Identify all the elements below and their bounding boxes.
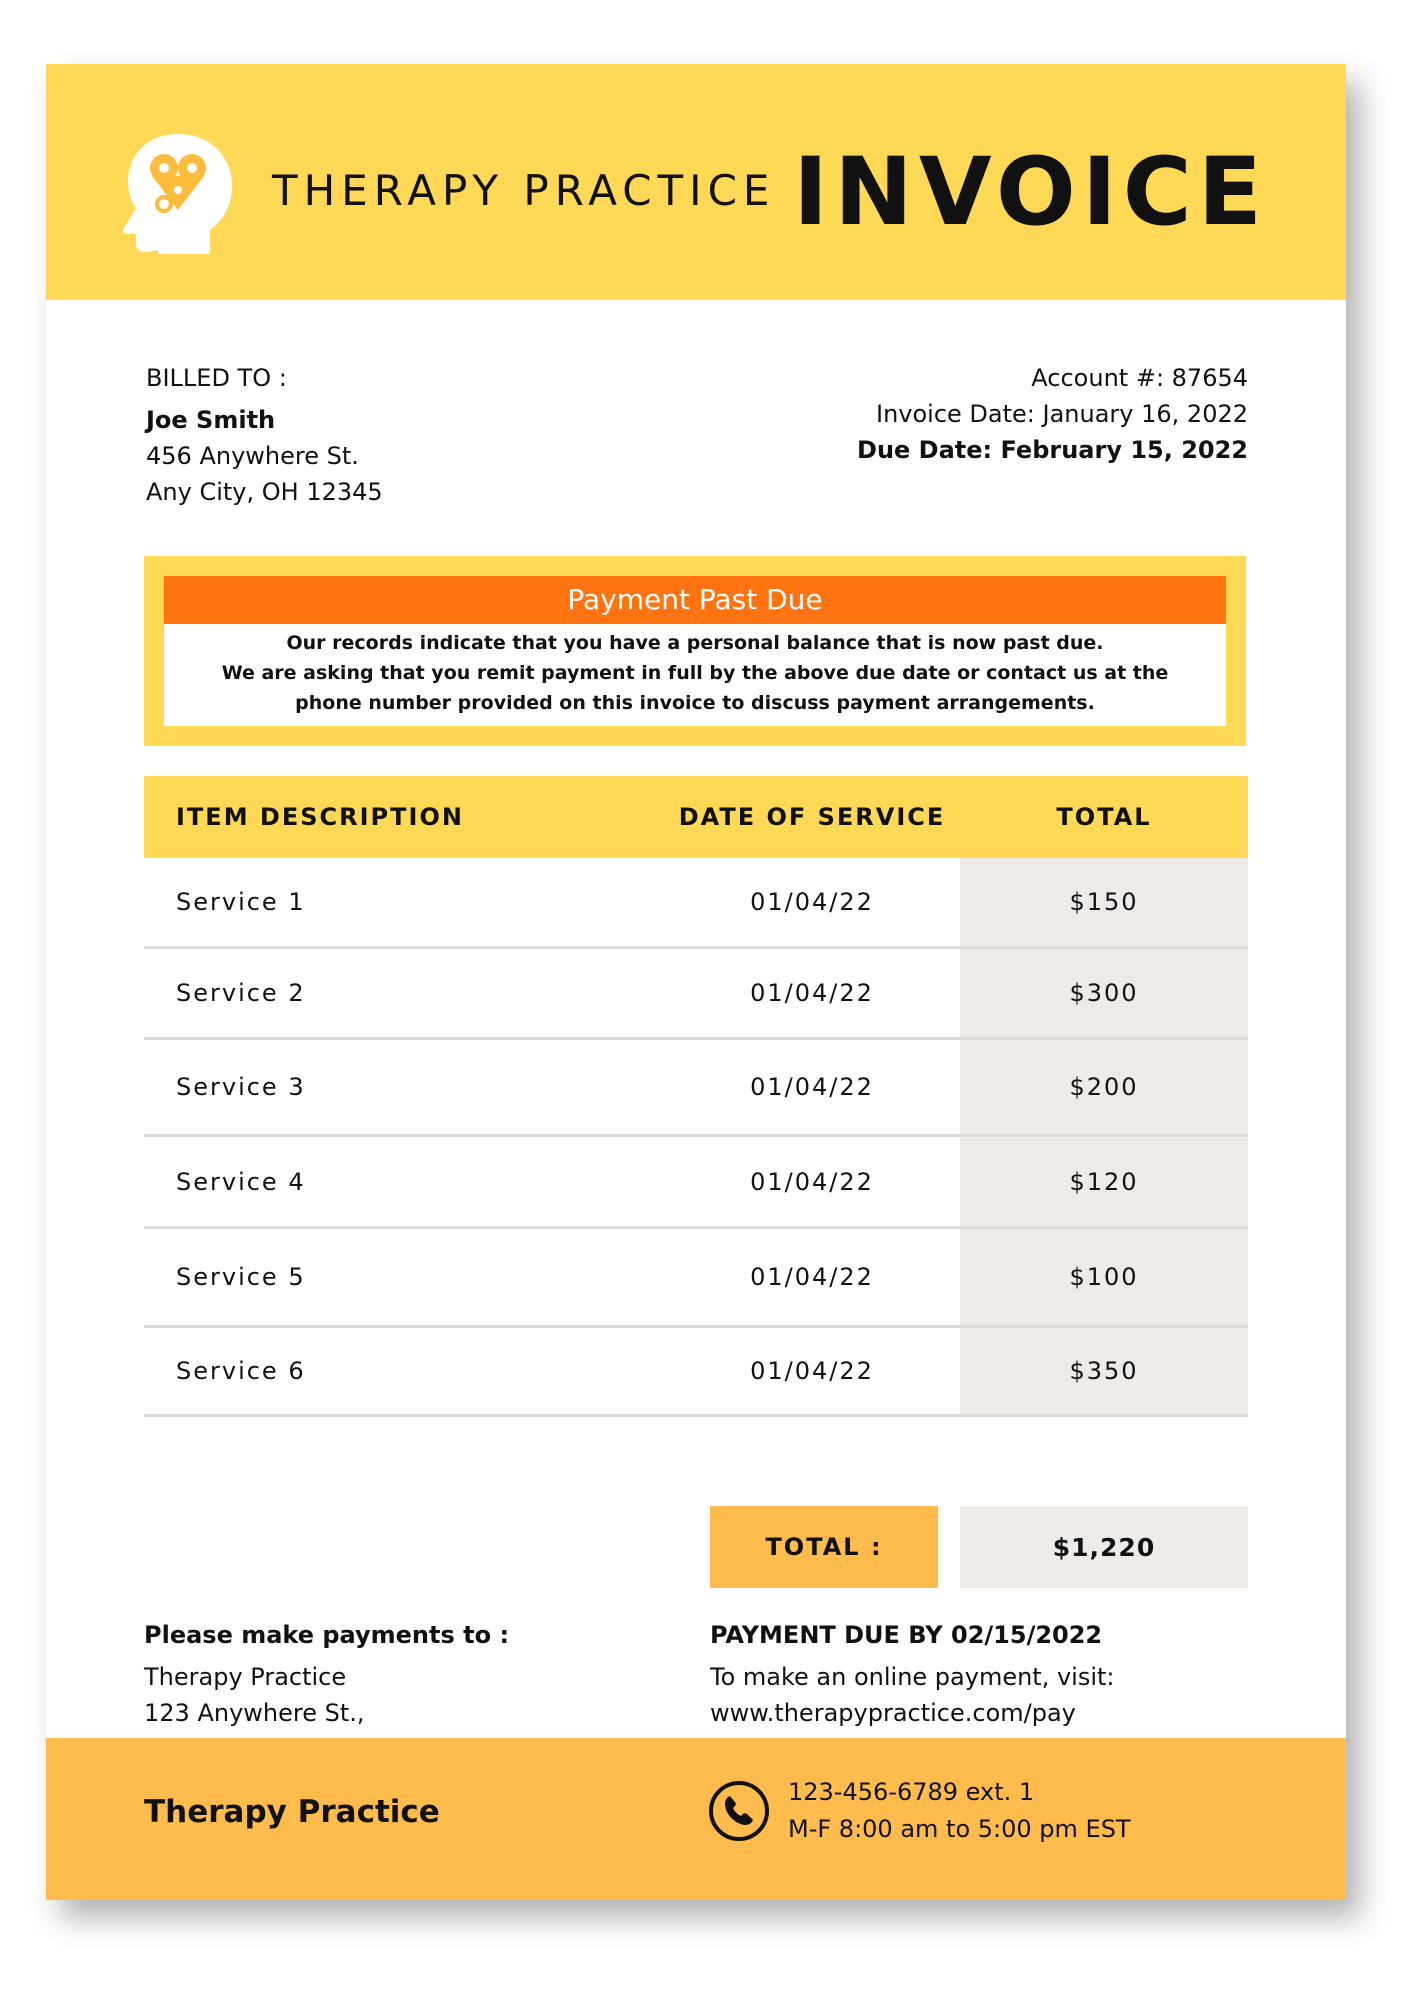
past-due-message xyxy=(164,624,1226,718)
payment-address-heading: Please make payments to : xyxy=(144,1621,510,1649)
table-header xyxy=(144,776,1248,858)
online-payment xyxy=(710,1617,1115,1731)
invoice-footer xyxy=(46,1738,1346,1900)
table-row xyxy=(144,1229,1248,1328)
billed-to-address-line1: 456 Anywhere St. xyxy=(146,442,359,470)
online-payment-text: To make an online payment, visit: xyxy=(710,1663,1115,1691)
billed-to-address-line2: Any City, OH 12345 xyxy=(146,478,383,506)
table-row xyxy=(144,858,1248,949)
row-item: Service 6 xyxy=(176,1357,306,1385)
grand-total-value: $1,220 xyxy=(960,1506,1248,1588)
header-item-description: ITEM DESCRIPTION xyxy=(176,803,464,831)
past-due-line3: phone number provided on this invoice to discuss payment arrangements. xyxy=(295,692,1095,714)
billed-to xyxy=(146,360,383,510)
online-payment-url[interactable]: www.therapypractice.com/pay xyxy=(710,1699,1076,1727)
row-date: 01/04/22 xyxy=(750,1073,874,1101)
row-item: Service 4 xyxy=(176,1167,306,1196)
due-date: Due Date: February 15, 2022 xyxy=(857,436,1248,464)
footer-contact xyxy=(788,1774,1131,1848)
invoice-date: Invoice Date: January 16, 2022 xyxy=(876,400,1248,428)
footer-practice-name: Therapy Practice xyxy=(144,1794,440,1830)
row-item: Service 1 xyxy=(176,888,306,916)
payment-address-line1: Therapy Practice xyxy=(144,1663,347,1691)
table-row xyxy=(144,949,1248,1040)
table-row xyxy=(144,1040,1248,1137)
account-number: Account #: 87654 xyxy=(1031,364,1248,392)
past-due-alert-box xyxy=(164,576,1226,726)
invoice-sheet xyxy=(46,64,1346,1900)
row-total: $100 xyxy=(960,1229,1248,1325)
row-total: $150 xyxy=(960,858,1248,946)
practice-name: THERAPY PRACTICE xyxy=(272,166,776,215)
grand-total-label: TOTAL : xyxy=(710,1506,938,1588)
past-due-line1: Our records indicate that you have a personal balance that is now past due. xyxy=(286,632,1104,654)
services-table xyxy=(144,776,1248,1417)
payment-due-heading: PAYMENT DUE BY 02/15/2022 xyxy=(710,1621,1103,1649)
head-gears-icon xyxy=(118,130,236,254)
footer-hours: M-F 8:00 am to 5:00 pm EST xyxy=(788,1815,1131,1843)
billed-to-name: Joe Smith xyxy=(146,406,276,434)
phone-icon xyxy=(708,1780,770,1842)
row-date: 01/04/22 xyxy=(750,1167,874,1196)
invoice-meta xyxy=(857,360,1248,468)
row-item: Service 2 xyxy=(176,979,306,1007)
row-total: $300 xyxy=(960,949,1248,1037)
row-item: Service 5 xyxy=(176,1263,306,1291)
row-total: $200 xyxy=(960,1040,1248,1134)
table-row xyxy=(144,1137,1248,1229)
past-due-alert xyxy=(144,556,1246,746)
invoice-header xyxy=(46,64,1346,300)
invoice-title: INVOICE xyxy=(793,138,1268,247)
row-date: 01/04/22 xyxy=(750,1263,874,1291)
payment-address-line2: 123 Anywhere St., xyxy=(144,1699,365,1727)
header-total: TOTAL xyxy=(1056,803,1152,831)
billed-to-label: BILLED TO : xyxy=(146,364,287,392)
row-item: Service 3 xyxy=(176,1073,306,1101)
row-total: $350 xyxy=(960,1328,1248,1414)
past-due-title: Payment Past Due xyxy=(164,576,1226,624)
row-date: 01/04/22 xyxy=(750,1357,874,1385)
past-due-line2: We are asking that you remit payment in full by the above due date or contact us at the xyxy=(221,662,1169,684)
row-date: 01/04/22 xyxy=(750,979,874,1007)
row-total: $120 xyxy=(960,1137,1248,1226)
table-row xyxy=(144,1328,1248,1417)
footer-phone: 123-456-6789 ext. 1 xyxy=(788,1778,1035,1806)
header-date-of-service: DATE OF SERVICE xyxy=(678,803,946,831)
row-date: 01/04/22 xyxy=(750,888,874,916)
